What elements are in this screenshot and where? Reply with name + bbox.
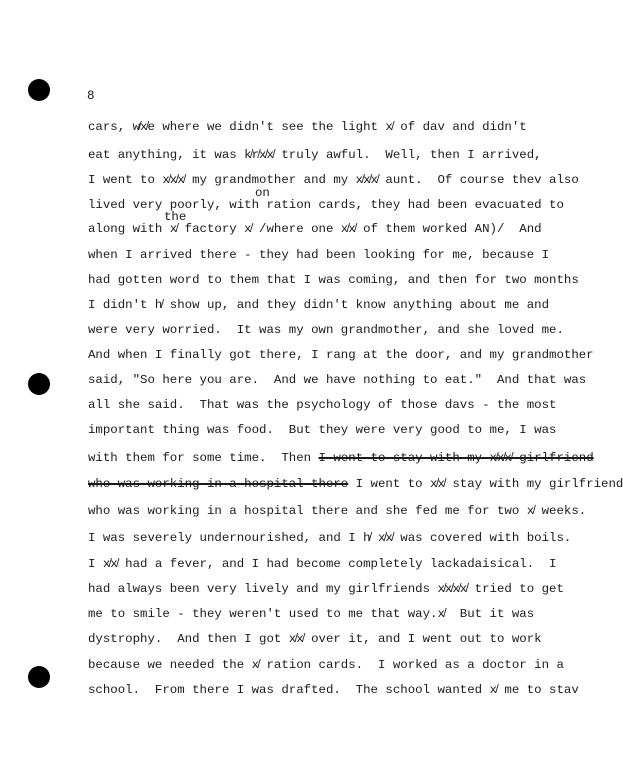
binder-hole-bottom [28, 666, 50, 688]
page-number: 8 [87, 89, 95, 103]
line-15-rest: I went to x̸x̸ stay with my girlfriend [348, 477, 623, 491]
insertion-the: the [164, 210, 187, 224]
text-line-7: had gotten word to them that I was coming, and then for two months [88, 273, 579, 287]
text-line-12: all she said. That was the psychology of those davs - the most [88, 398, 557, 412]
text-line-16: who was working in a hospital there and she fed me for two x̸ weeks. [88, 504, 587, 518]
text-line-2: eat anything, it was k̸r̸x̸x̸ truly awful. Well, then I arrived, [88, 148, 542, 162]
text-line-13: important thing was food. But they were very good to me, I was [88, 423, 557, 437]
insertion-on: on [255, 186, 270, 200]
text-line-10: And when I finally got there, I rang at the door, and my grandmother [88, 348, 594, 362]
text-line-23: school. From there I was drafted. The school wanted x̸ me to stav [88, 683, 579, 697]
text-line-20: me to smile - they weren't used to me that way.x̸ But it was [88, 607, 535, 621]
text-line-14 [88, 450, 594, 466]
text-line-17: I was severely undernourished, and I h̸ x̸x̸ was covered with boils. [88, 531, 572, 545]
text-line-5: along with x̸ factory x̸ /where one x̸x̸ of them worked AN)/ And [88, 222, 542, 236]
text-line-19: had always been very lively and my girlfriends x̸x̸x̸x̸ tried to get [88, 582, 564, 596]
text-line-21: dystrophy. And then I got x̸x̸ over it, and I went out to work [88, 632, 542, 646]
struck-text-1: I-went-to-stay-with-my-x̸x̸x̸-girlfriend [318, 451, 594, 465]
text-line-3: I went to x̸x̸x̸ my grandmother and my x̸x̸x̸ aunt. Of course thev also [88, 173, 579, 187]
text-line-4: lived very poorly, with ration cards, they had been evacuated to [88, 198, 564, 212]
text-line-15 [88, 476, 623, 492]
line-14-start: with them for some time. Then [88, 451, 319, 465]
binder-hole-middle [28, 373, 50, 395]
text-line-8: I didn't h̸ show up, and they didn't know anything about me and [88, 298, 550, 312]
text-line-22: because we needed the x̸ ration cards. I worked as a doctor in a [88, 658, 564, 672]
text-line-18: I x̸x̸ had a fever, and I had become completely lackadaisical. I [88, 557, 557, 571]
text-line-11: said, "So here you are. And we have nothing to eat." And that was [88, 373, 587, 387]
struck-text-2: who-was-working-in-a-hospital-there [88, 477, 349, 491]
binder-hole-top [28, 79, 50, 101]
text-line-1: cars, w̸x̸e where we didn't see the light x̸ of dav and didn't [88, 120, 527, 134]
text-line-6: when I arrived there - they had been looking for me, because I [88, 248, 550, 262]
text-line-9: were very worried. It was my own grandmother, and she loved me. [88, 323, 564, 337]
